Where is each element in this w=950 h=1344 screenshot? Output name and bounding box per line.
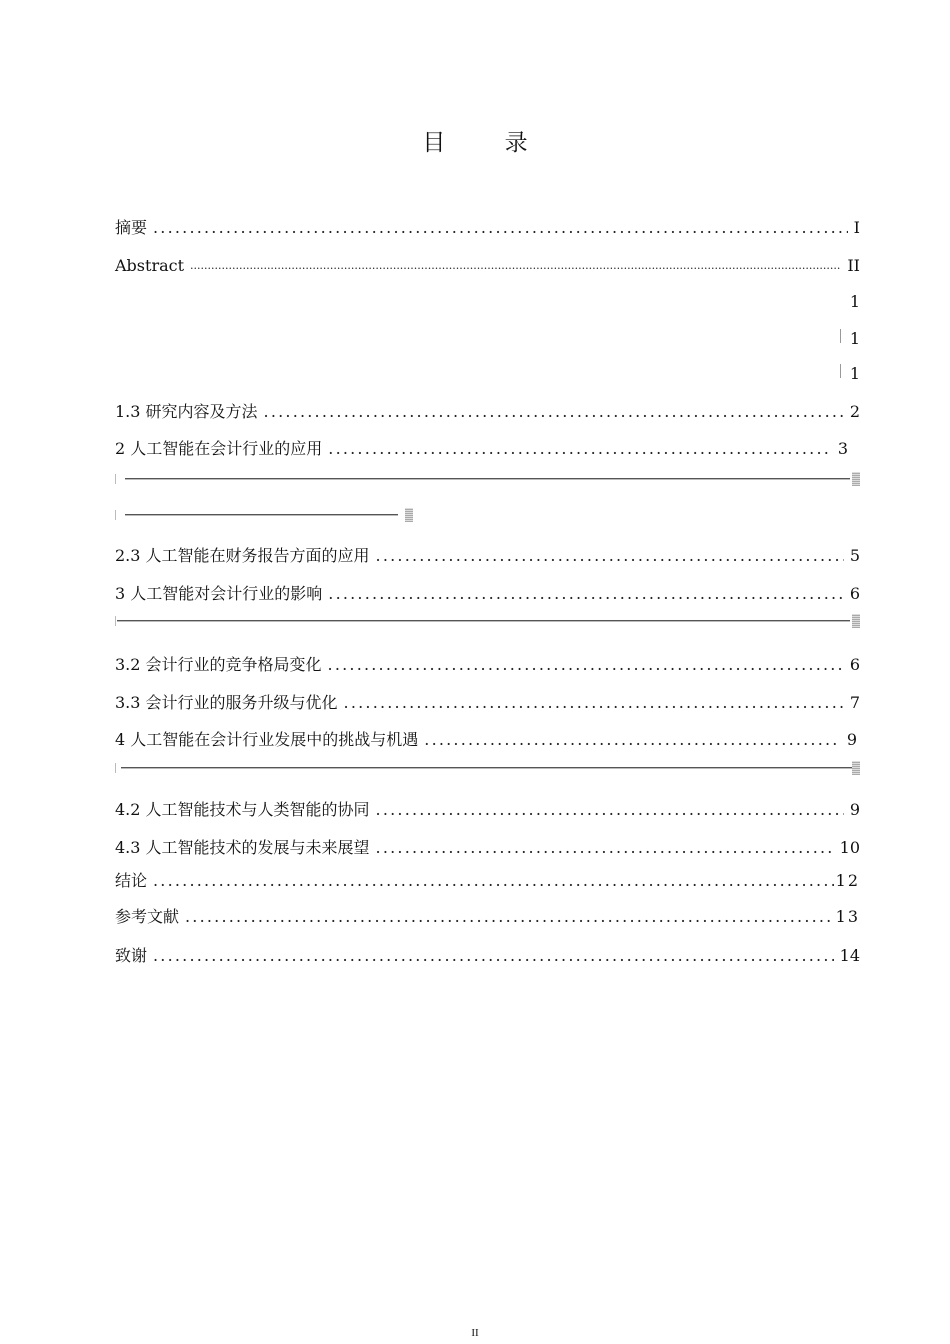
page-number-footer: II <box>471 1327 479 1339</box>
toc-entry-page: 1 <box>849 329 860 348</box>
toc-entry-3-3[interactable] <box>115 689 860 713</box>
toc-entry-1[interactable] <box>115 288 860 312</box>
toc-entry-page: 6 <box>849 655 860 674</box>
toc-entry-1-3[interactable] <box>115 398 860 422</box>
toc-entry-4-1-placeholder <box>115 761 860 773</box>
toc-entry-label: 4 人工智能在会计行业发展中的挑战与机遇 <box>115 730 419 749</box>
toc-entry-label: 摘要 <box>115 218 148 237</box>
toc-entry-page: II <box>847 256 860 275</box>
toc-entry-label: 参考文献 <box>115 907 180 926</box>
toc-entry-3-2[interactable] <box>115 651 860 675</box>
toc-entry-label: 1.3 研究内容及方法 <box>115 402 258 421</box>
toc-entry-abstract-en[interactable] <box>115 252 860 276</box>
field-marker <box>405 508 413 522</box>
dot-leader <box>328 584 844 604</box>
leader-line <box>121 767 853 768</box>
toc-entry-page: 13 <box>835 907 860 926</box>
toc-entry-page: 6 <box>849 584 860 603</box>
toc-entry-conclusion[interactable] <box>115 867 860 891</box>
field-marker <box>115 474 116 484</box>
toc-entry-3-1-placeholder <box>115 614 860 626</box>
toc-entry-2-2-placeholder <box>115 508 415 520</box>
toc-entry-references[interactable] <box>115 903 860 927</box>
toc-entry-1-2[interactable] <box>115 360 860 384</box>
toc-entry-abstract-cn[interactable] <box>115 214 860 238</box>
toc-entry-2-3[interactable] <box>115 542 860 566</box>
toc-entry-page: I <box>853 218 860 237</box>
dot-leader <box>376 800 844 820</box>
field-marker <box>852 472 860 486</box>
dot-leader <box>153 871 834 891</box>
dot-leader <box>153 218 848 238</box>
toc-entry-4[interactable] <box>115 726 857 750</box>
toc-entry-label: 4.3 人工智能技术的发展与未来展望 <box>115 838 370 857</box>
toc-entry-label: 2 人工智能在会计行业的应用 <box>115 439 323 458</box>
toc-entry-page: 12 <box>835 871 860 890</box>
leader-line <box>117 620 850 621</box>
toc-entry-1-1[interactable] <box>115 325 860 349</box>
toc-entry-label: 2.3 人工智能在财务报告方面的应用 <box>115 546 370 565</box>
toc-entry-page: 1 <box>849 292 860 311</box>
toc-entry-2-1-placeholder <box>115 472 860 484</box>
toc-entry-4-2[interactable] <box>115 796 860 820</box>
dot-leader <box>344 693 844 713</box>
field-marker <box>852 761 860 775</box>
toc-entry-page: 7 <box>849 693 860 712</box>
page-title: 目 录 <box>422 130 554 156</box>
field-marker <box>840 329 841 343</box>
toc-entry-label: Abstract <box>115 256 185 275</box>
field-marker <box>840 364 841 378</box>
field-marker <box>115 510 116 520</box>
leader-line <box>125 478 850 479</box>
toc-entry-label: 结论 <box>115 871 148 890</box>
dot-leader <box>264 402 844 422</box>
field-marker <box>115 616 116 626</box>
dot-leader <box>424 730 841 750</box>
toc-entry-page: 1 <box>849 364 860 383</box>
dot-leader <box>185 907 834 927</box>
dot-leader <box>328 439 832 459</box>
toc-entry-4-3[interactable] <box>115 834 860 858</box>
toc-entry-page: 5 <box>849 546 860 565</box>
toc-entry-page: 2 <box>849 402 860 421</box>
toc-entry-page: 9 <box>849 800 860 819</box>
toc-entry-acknowledgements[interactable] <box>115 942 860 966</box>
toc-entry-label: 3 人工智能对会计行业的影响 <box>115 584 323 603</box>
dot-leader <box>376 838 834 858</box>
toc-entry-page: 9 <box>846 730 857 749</box>
dot-leader <box>153 946 834 966</box>
field-marker <box>852 614 860 628</box>
toc-entry-page: 3 <box>837 439 848 458</box>
toc-entry-3[interactable] <box>115 580 860 604</box>
toc-entry-label: 致谢 <box>115 946 148 965</box>
leader-line <box>125 514 398 515</box>
dot-leader <box>376 546 844 566</box>
toc-entry-2[interactable] <box>115 435 848 459</box>
toc-entry-page: 14 <box>839 946 860 965</box>
toc-entry-label: 3.3 会计行业的服务升级与优化 <box>115 693 338 712</box>
toc-entry-label: 4.2 人工智能技术与人类智能的协同 <box>115 800 370 819</box>
toc-entry-page: 10 <box>839 838 860 857</box>
dot-leader <box>328 655 844 675</box>
dot-leader <box>190 256 841 276</box>
field-marker <box>115 763 116 773</box>
toc-entry-label: 3.2 会计行业的竞争格局变化 <box>115 655 322 674</box>
